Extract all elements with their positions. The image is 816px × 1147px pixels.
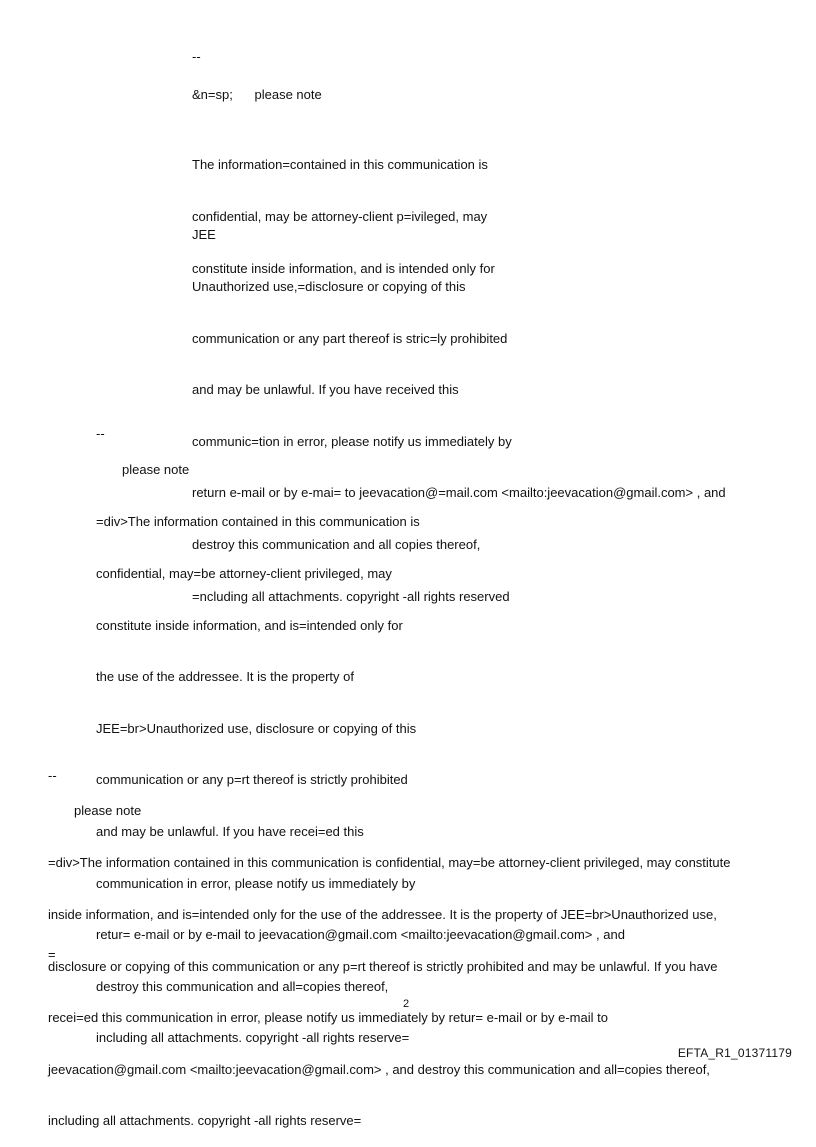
section1-para2-line: return e-mail or by e-mai= to jeevacation@=mail.com <mailto:jeevacation@gmail.com> , and <box>192 485 726 501</box>
section2-line: including all attachments. copyright -all rights reserve= <box>96 1030 410 1046</box>
section2-line: retur= e-mail or by e-mail to jeevacation@gmail.com <mailto:jeevacation@gmail.com> , and <box>96 927 625 943</box>
section1-para2-line: communication or any part thereof is stric=ly prohibited <box>192 330 508 346</box>
section3-body <box>48 820 731 1147</box>
section2-line: destroy this communication and all=copies thereof, <box>96 978 389 994</box>
section3-please-note: please note <box>74 803 142 818</box>
section2-line: constitute inside information, and is=intended only for <box>96 617 403 633</box>
section3-line: jeevacation@gmail.com <mailto:jeevacation@gmail.com> , and destroy this communication and all=copies thereof, <box>48 1061 710 1077</box>
section2-line: communication in error, please notify us immediately by <box>96 875 416 891</box>
section1-para2-line: =ncluding all attachments. copyright -all rights reserved <box>192 588 510 604</box>
section1-para2-line: JEE <box>192 227 216 243</box>
section1-para1-line: constitute inside information, and is intended only for <box>192 260 495 276</box>
section3-line: =div>The information contained in this communication is confidential, may=be attorney-client privileged, may constitute <box>48 855 731 871</box>
section3-line: inside information, and is=intended only for the use of the addressee. It is the property of JEE=br>Unauthorized use, <box>48 907 717 922</box>
section2-line: JEE=br>Unauthorized use, disclosure or copying of this <box>96 720 417 736</box>
section2-line: the use of the addressee. It is the property of <box>96 669 354 685</box>
document-id: EFTA_R1_01371179 <box>677 1046 792 1060</box>
section1-para2-line: Unauthorized use,=disclosure or copying of this <box>192 279 466 294</box>
section3-line: disclosure or copying of this communication or any p=rt thereof is strictly prohibited and may be unlawful. If you have <box>48 958 718 974</box>
section2-please-note: please note <box>122 462 190 477</box>
section1-nbsp-line: &n=sp; please note <box>192 87 322 102</box>
section1-para1-line: confidential, may be attorney-client p=ivileged, may <box>192 209 488 224</box>
section1-para2-line: communic=tion in error, please notify us immediately by <box>192 433 512 449</box>
section3-dashes: -- <box>48 768 57 783</box>
section2-line: =div>The information contained in this communication is <box>96 514 420 530</box>
section1-para1-line: The information=contained in this communication is <box>192 157 488 173</box>
section2-line: and may be unlawful. If you have recei=ed this <box>96 823 364 839</box>
section3-line: including all attachments. copyright -all rights reserve= <box>48 1113 362 1129</box>
section3-line: recei=ed this communication in error, please notify us immediately by retur= e-mail or by e-mail to <box>48 1010 608 1026</box>
section2-dashes: -- <box>96 426 105 441</box>
section1-dashes: -- <box>192 49 201 64</box>
section2-line: communication or any p=rt thereof is strictly prohibited <box>96 772 408 788</box>
section1-para2-line: and may be unlawful. If you have received this <box>192 382 459 398</box>
section2-line: confidential, may=be attorney-client privileged, may <box>96 566 392 581</box>
section3-equals: = <box>48 947 56 962</box>
page-number: 2 <box>403 998 410 1010</box>
section1-para2-line: destroy this communication and all copies thereof, <box>192 536 481 552</box>
